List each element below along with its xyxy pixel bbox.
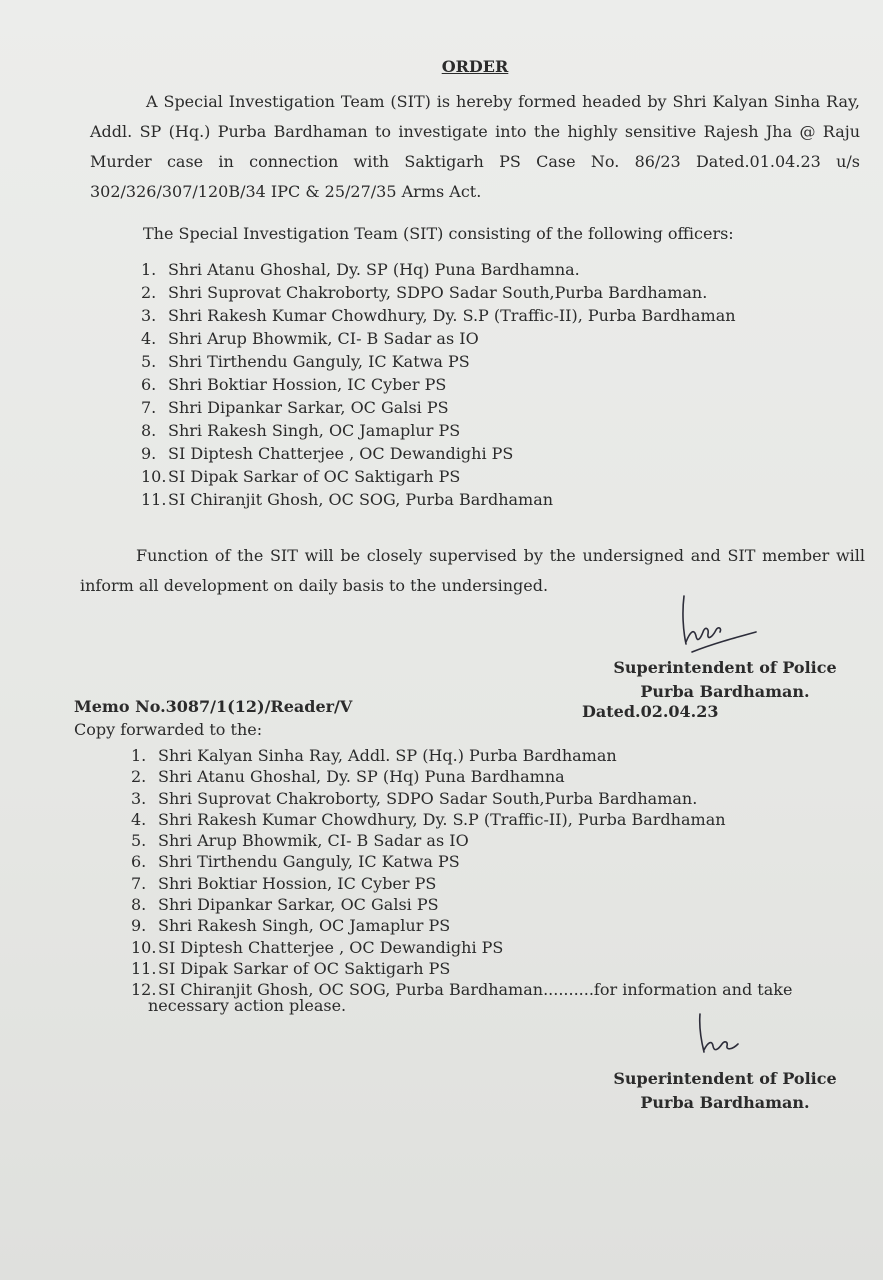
list-item: 10. SI Diptesh Chatterjee , OC Dewandighi PS bbox=[131, 937, 504, 957]
order-title: ORDER bbox=[441, 57, 509, 76]
memo-date: Dated.02.04.23 bbox=[582, 702, 719, 721]
list-item: 1. Shri Atanu Ghoshal, Dy. SP (Hq) Puna Bardhamna. bbox=[141, 260, 580, 279]
order-paragraph-supervision: Function of the SIT will be closely supervised by the undersigned and SIT member will inform all development on daily basis to the undersinged. bbox=[80, 546, 865, 595]
list-item: 7. Shri Dipankar Sarkar, OC Galsi PS bbox=[141, 398, 449, 417]
list-item: 11. SI Chiranjit Ghosh, OC SOG, Purba Bardhaman bbox=[141, 490, 554, 509]
officers-list bbox=[141, 258, 736, 511]
list-item: 5. Shri Tirthendu Ganguly, IC Katwa PS bbox=[141, 352, 470, 371]
signatory-district: Purba Bardhaman. bbox=[640, 682, 810, 701]
order-paragraph-sit-members-intro: The Special Investigation Team (SIT) consisting of the following officers: bbox=[143, 224, 734, 243]
list-item: 1. Shri Kalyan Sinha Ray, Addl. SP (Hq.) Purba Bardhaman bbox=[131, 746, 617, 765]
signature-block-2 bbox=[605, 1067, 845, 1115]
signature-2 bbox=[692, 1010, 762, 1060]
recipients-list bbox=[131, 745, 792, 1001]
signatory-district: Purba Bardhaman. bbox=[640, 1093, 810, 1112]
list-item: 9. Shri Rakesh Singh, OC Jamaplur PS bbox=[131, 916, 451, 936]
list-item: 7. Shri Boktiar Hossion, IC Cyber PS bbox=[131, 873, 437, 893]
list-item: 11. SI Dipak Sarkar of OC Saktigarh PS bbox=[131, 958, 451, 978]
signature-1 bbox=[672, 592, 767, 657]
signature-block-1 bbox=[605, 656, 845, 704]
list-item: 3. Shri Suprovat Chakroborty, SDPO Sadar South,Purba Bardhaman. bbox=[131, 788, 698, 808]
memo-number: Memo No.3087/1(12)/Reader/V bbox=[74, 697, 353, 716]
signatory-title: Superintendent of Police bbox=[613, 1069, 837, 1088]
list-item: 10. SI Dipak Sarkar of OC Saktigarh PS bbox=[141, 467, 461, 486]
list-item: 8. Shri Rakesh Singh, OC Jamaplur PS bbox=[141, 421, 461, 440]
signatory-title: Superintendent of Police bbox=[613, 658, 837, 677]
copy-forwarded-label: Copy forwarded to the: bbox=[74, 720, 263, 739]
list-item: 12. SI Chiranjit Ghosh, OC SOG, Purba Bardhaman..........for information and take bbox=[131, 980, 793, 1000]
list-item: 8. Shri Dipankar Sarkar, OC Galsi PS bbox=[131, 895, 439, 915]
list-item: 5. Shri Arup Bhowmik, CI- B Sadar as IO bbox=[131, 831, 469, 851]
list-item: 4. Shri Arup Bhowmik, CI- B Sadar as IO bbox=[141, 329, 479, 348]
list-item: 3. Shri Rakesh Kumar Chowdhury, Dy. S.P (Traffic-II), Purba Bardhaman bbox=[141, 306, 736, 325]
list-item: 2. Shri Atanu Ghoshal, Dy. SP (Hq) Puna Bardhamna bbox=[131, 767, 565, 787]
order-paragraph-sit-formation: A Special Investigation Team (SIT) is hereby formed headed by Shri Kalyan Sinha Ray, Addl. SP (Hq.) Purba Bardhaman to investigate into the highly sensitive Rajesh Jha @ Raju Murder case in connection with Saktigarh PS Case No. 86/23 Dated.01.04.23 u/s 302/326/307/120B/34 IPC & 25/27/35 Arms Act. bbox=[90, 92, 860, 201]
list-item: 6. Shri Boktiar Hossion, IC Cyber PS bbox=[141, 375, 447, 394]
list-item: 2. Shri Suprovat Chakroborty, SDPO Sadar South,Purba Bardhaman. bbox=[141, 283, 708, 302]
recipients-continuation: necessary action please. bbox=[148, 996, 347, 1015]
list-item: 9. SI Diptesh Chatterjee , OC Dewandighi PS bbox=[141, 444, 514, 463]
list-item: 6. Shri Tirthendu Ganguly, IC Katwa PS bbox=[131, 852, 460, 872]
list-item: 4. Shri Rakesh Kumar Chowdhury, Dy. S.P (Traffic-II), Purba Bardhaman bbox=[131, 809, 726, 829]
